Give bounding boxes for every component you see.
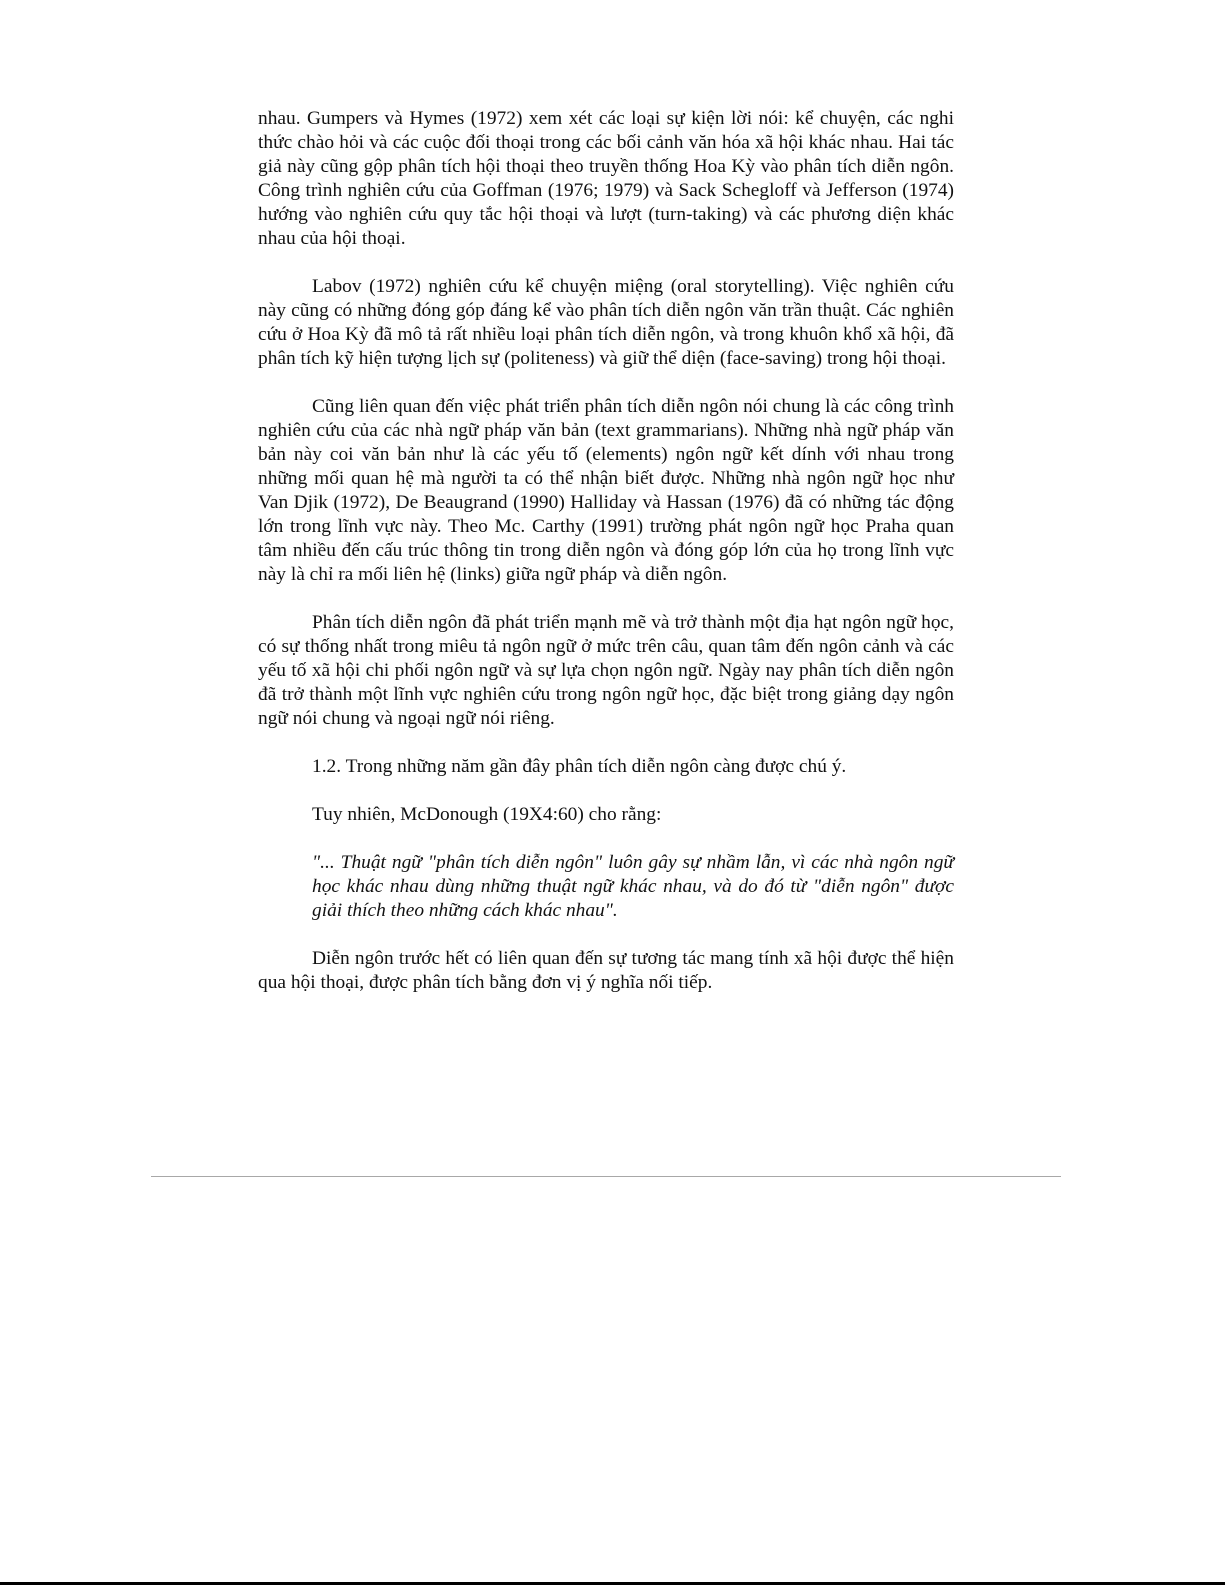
block-quote: "... Thuật ngữ "phân tích diễn ngôn" luôn gây sự nhầm lẫn, vì các nhà ngôn ngữ học khác nhau dùng những thuật ngữ khác nhau, và do đó từ "diễn ngôn" được giải thích theo những cách khác nhau". — [312, 852, 954, 921]
paragraph-discourse-development: Phân tích diễn ngôn đã phát triển mạnh mẽ và trở thành một địa hạt ngôn ngữ học, có sự thống nhất trong miêu tả ngôn ngữ ở mức trên câu, quan tâm đến ngôn cảnh và các yếu tố xã hội chi phối ngôn ngữ và sự lựa chọn ngôn ngữ. Ngày nay phân tích diễn ngôn đã trở thành một lĩnh vực nghiên cứu trong ngôn ngữ học, đặc biệt trong giảng dạy ngôn ngữ nói chung và ngoại ngữ nói riêng. — [258, 612, 954, 729]
page-divider — [151, 1176, 1061, 1177]
paragraph-labov: Labov (1972) nghiên cứu kể chuyện miệng (oral storytelling). Việc nghiên cứu này cũng có những đóng góp đáng kể vào phân tích diễn ngôn văn trần thuật. Các nghiên cứu ở Hoa Kỳ đã mô tả rất nhiều loại phân tích diễn ngôn, và trong khuôn khổ xã hội, đã phân tích kỹ hiện tượng lịch sự (politeness) và giữ thể diện (face-saving) trong hội thoại. — [258, 276, 954, 369]
paragraph-mcdonough-intro: Tuy nhiên, McDonough (19X4:60) cho rằng: — [312, 804, 662, 825]
section-heading-1-2: 1.2. Trong những năm gần đây phân tích diễn ngôn càng được chú ý. — [312, 756, 847, 777]
document-body — [258, 107, 954, 995]
paragraph-closing: Diễn ngôn trước hết có liên quan đến sự tương tác mang tính xã hội được thể hiện qua hội thoại, được phân tích bằng đơn vị ý nghĩa nối tiếp. — [258, 948, 954, 993]
paragraph-text-grammarians: Cũng liên quan đến việc phát triển phân tích diễn ngôn nói chung là các công trình nghiên cứu của các nhà ngữ pháp văn bản (text grammarians). Những nhà ngữ pháp văn bản này coi văn bản như là các yếu tố (elements) ngôn ngữ kết dính với nhau trong những mối quan hệ mà người ta có thể nhận biết được. Những nhà ngôn ngữ học như Van Djik (1972), De Beaugrand (1990) Halliday và Hassan (1976) đã có những tác động lớn trong lĩnh vực này. Theo Mc. Carthy (1991) trường phát ngôn ngữ học Praha quan tâm nhiều đến cấu trúc thông tin trong diễn ngôn và đóng góp lớn của họ trong lĩnh vực này là chỉ ra mối liên hệ (links) giữa ngữ pháp và diễn ngôn. — [258, 396, 954, 585]
paragraph-continuation: nhau. Gumpers và Hymes (1972) xem xét các loại sự kiện lời nói: kể chuyện, các nghi thức chào hỏi và các cuộc đối thoại trong các bối cảnh văn hóa xã hội khác nhau. Hai tác giả này cũng gộp phân tích hội thoại theo truyền thống Hoa Kỳ vào phân tích diễn ngôn. Công trình nghiên cứu của Goffman (1976; 1979) và Sack Schegloff và Jefferson (1974) hướng vào nghiên cứu quy tắc hội thoại và lượt (turn-taking) và các phương diện khác nhau của hội thoại. — [258, 108, 954, 249]
